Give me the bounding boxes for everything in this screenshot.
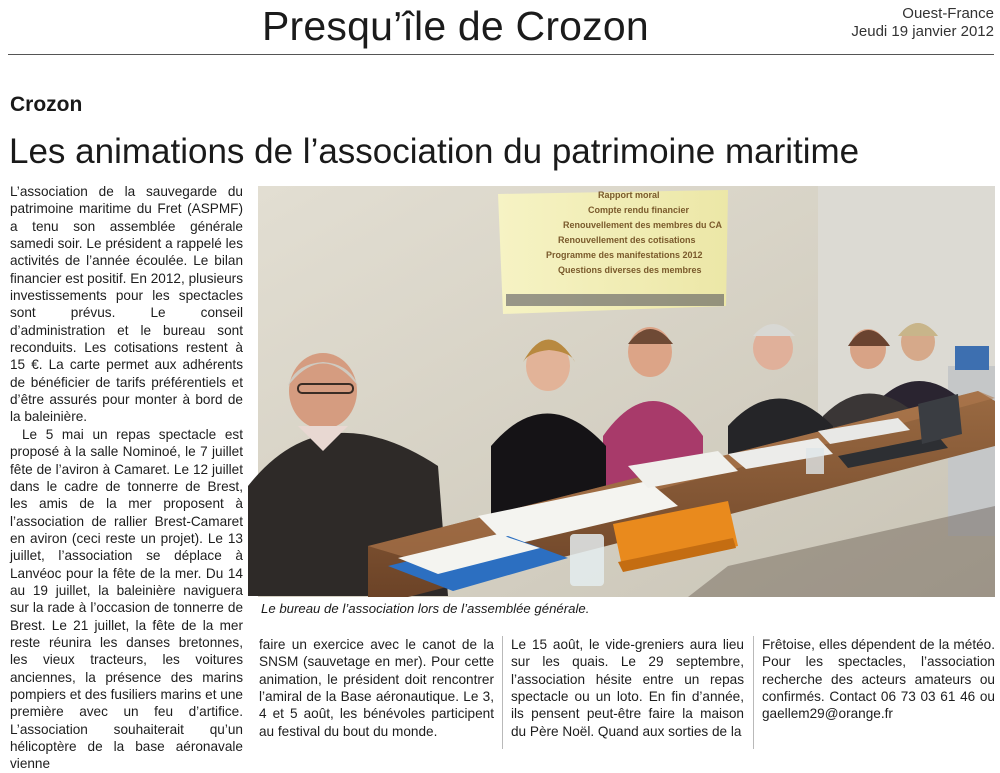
- column-divider: [753, 636, 754, 749]
- section-label: Crozon: [10, 93, 83, 116]
- slide-line: Programme des manifestations 2012: [546, 250, 703, 260]
- article-column-1: [10, 183, 243, 772]
- article-headline: Les animations de l’association du patrimoine maritime: [9, 132, 860, 171]
- slide-line: Compte rendu financier: [588, 205, 690, 215]
- article-photo: [258, 186, 995, 597]
- column-divider: [502, 636, 503, 749]
- article-paragraph: Le 5 mai un repas spectacle est proposé à la salle Nominoé, le 7 juillet fête de l’aviron à Camaret. Le 12 juillet dans le cadre de tonnerre de Brest, les amis de la mer proposent à l’association de rallier Brest-Camaret en aviron (ceci reste un projet). Le 13 juillet, l’association se déplace à Lanvéoc pour la fête de la mer. Du 14 au 19 juillet, la baleinière naviguera sur la rade à l’occasion de tonnerre de Brest. Le 21 juillet, la fête de la mer reste réunira les danses bretonnes, les vieux tracteurs, les voitures anciennes, la présence des marins pompiers et des fusiliers marins et une première avec un feu d’artifice. L’association souhaiterait qu’un hélicoptère de la base aéronavale vienne: [10, 426, 243, 772]
- publication-date: Jeudi 19 janvier 2012: [851, 23, 994, 40]
- page-title: Presqu’île de Crozon: [262, 3, 649, 49]
- article-column-2: [259, 636, 494, 751]
- photo-caption: Le bureau de l’association lors de l’assemblée générale.: [261, 601, 590, 616]
- article-paragraph: faire un exercice avec le canot de la SNSM (sauvetage en mer). Pour cette animation, le président doit rencontrer l’amiral de la Base aéronautique. Le 3, 4 et 5 août, les bénévoles participent au festival du bout du monde.: [259, 637, 494, 739]
- slide-line: Questions diverses des membres: [558, 265, 702, 275]
- article-column-3: [511, 636, 744, 751]
- masthead-divider: [8, 54, 994, 55]
- article-column-4: [762, 636, 995, 751]
- glass: [806, 448, 824, 474]
- water-glass: [570, 534, 604, 586]
- meeting-photo-illustration: [258, 186, 995, 597]
- article-paragraph: L’association de la sauvegarde du patrimoine maritime du Fret (ASPMF) a tenu son assemblée générale samedi soir. Le président a rappelé les activités de l’année écoulée. Le bilan financier est positif. En 2012, plusieurs investissements pour les spectacles sont prévus. Le conseil d’administration et le bureau sont reconduits. Les cotisations restent à 15 €. La carte permet aux adhérents de bénéficier de tarifs préférentiels et d’être assurés pour monter à bord de la baleinière.: [10, 184, 243, 425]
- slide-line: Rapport moral: [598, 190, 660, 200]
- slide-line: Renouvellement des membres du CA: [563, 220, 723, 230]
- slide-line: Renouvellement des cotisations: [558, 235, 696, 245]
- article-paragraph: Le 15 août, le vide-greniers aura lieu sur les quais. Le 29 septembre, l’association hésite entre un repas spectacle ou un loto. En fin d’année, ils pensent peut-être faire la maison du Père Noël. Quand aux sorties de la: [511, 637, 744, 739]
- article-paragraph: Frêtoise, elles dépendent de la météo. Pour les spectacles, l’association recherche des acteurs amateurs ou confirmés. Contact 06 73 03 61 46 ou gaellem29@orange.fr: [762, 637, 995, 722]
- newspaper-name: Ouest-France: [902, 5, 994, 22]
